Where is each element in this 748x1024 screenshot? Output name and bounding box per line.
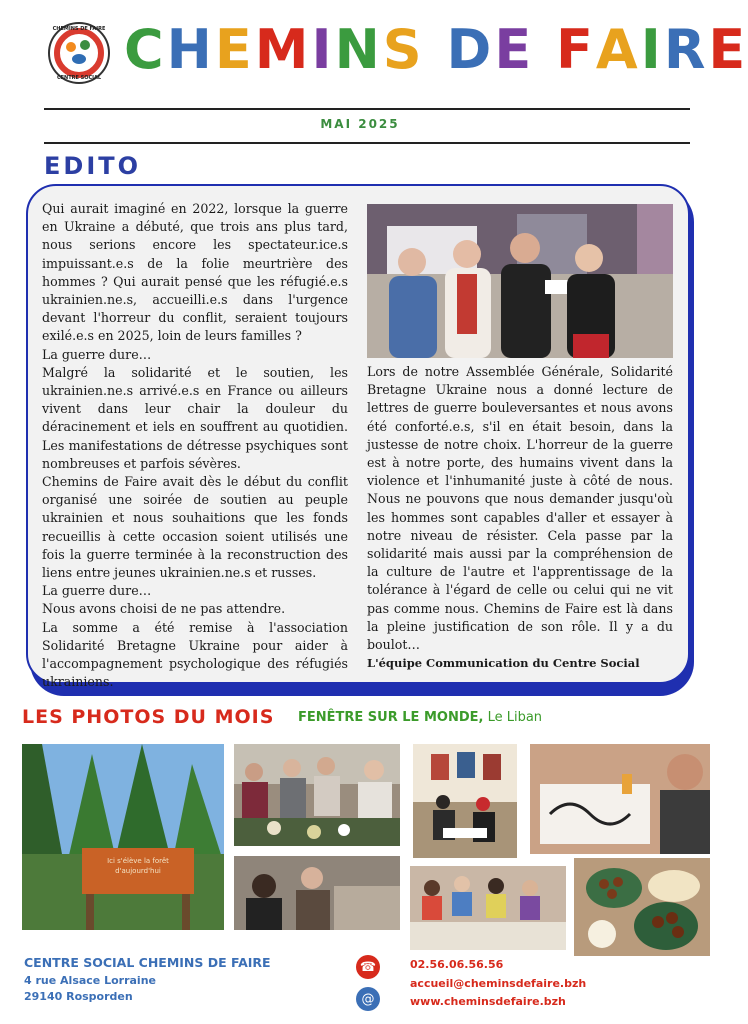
forest-sign-text (88, 856, 188, 876)
logo-figure-green (80, 40, 90, 50)
photo-calligraphy-illustration (530, 744, 710, 854)
edito-paragraph: Lors de notre Assemblée Générale, Solidarité Bretagne Ukraine nous a donné lecture de lettres de guerre bouleversantes et nous avons été conforté.e.s, s'il en était besoin, dans la justesse de notre choix. L'horreur de la guerre est à notre porte, des humains vivent dans la violence et l'inhumanité juste à côté de nous. Nous ne pouvons que nous demander jusqu'où les hommes sont capables d'aller et essayer à notre niveau de résister. Cela passe par la solidarité mais aussi par la compréhension de la culture de l'autre et l'apprentissage de la tolérance à l'égard de celle ou celui qui ne vit pas comme nous. Chemins de Faire est là dans la pleine justification de son rôle. Il y a du boulot… (367, 364, 673, 653)
footer-website[interactable]: www.cheminsdefaire.bzh (410, 995, 566, 1008)
photo-calligraphy (530, 744, 710, 854)
photo-lebanese-food (574, 858, 710, 956)
edito-paragraph: Malgré la solidarité et le soutien, les ukrainien.ne.s arrivé.e.s en France ou ailleurs vivent dans leur chair la douleur du déracinement et iels en souffrent au quotidien. Les manifestations de détresse psychiques sont nombreuses et parfois sévères. (42, 364, 348, 471)
footer-address (24, 955, 271, 1006)
photo-forest-illustration (22, 744, 224, 930)
header-divider-top (44, 108, 690, 110)
photo-children-activity (410, 866, 566, 950)
footer-phone[interactable]: 02.56.06.56.56 (410, 958, 504, 971)
header-divider-bottom (44, 142, 690, 144)
edito-paragraph: Qui aurait imaginé en 2022, lorsque la guerre en Ukraine a débuté, que trois ans plus tard, nous serions encore les spectateur.ice.s impuissant.e.s de la folie meurtrière des hommes ? Qui aurait pensé que les réfugié.e.s ukrainien.ne.s, accueilli.e.s dans l'urgence devant l'horreur du conflit, seraient toujours exilé.e.s en 2025, loin de leurs familles ? (42, 201, 348, 344)
photo-children-illustration (410, 866, 566, 950)
edito-paragraph: Chemins de Faire avait dès le début du conflit organisé une soirée de soutien au peuple ukrainien et nous souhaitions que les fonds recueillis à cette occasion soient utilisés une fois la guerre terminée à la reconstruction des liens entre jeunes ukrainien.ne.s et russes. (42, 474, 348, 581)
at-icon: @ (356, 987, 380, 1011)
logo-text-top: CHEMINS DE FAIRE (52, 26, 106, 32)
title-letter: C (124, 18, 167, 81)
photos-heading: LES PHOTOS DU MOIS (22, 706, 275, 728)
title-letter: R (663, 18, 709, 81)
issue-month: MAI 2025 (320, 117, 400, 131)
photos-subtitle-country: Le Liban (483, 710, 543, 725)
logo (48, 22, 110, 84)
edito-paragraph: Nous avons choisi de ne pas attendre. (42, 601, 286, 617)
title-letter: H (166, 18, 215, 81)
edito-photo-group (367, 204, 673, 358)
photo-food-illustration (574, 858, 710, 956)
logo-text-bottom: CENTRE SOCIAL (56, 75, 102, 81)
edito-column-left (42, 200, 348, 691)
edito-paragraph: La somme a été remise à l'association Solidarité Bretagne Ukraine pour aider à l'accompagnement psychologique des réfugiés ukrainiens. (42, 619, 348, 690)
photo-exhibition (413, 744, 517, 858)
photo-exhibition-illustration (413, 744, 517, 858)
edito-heading: EDITO (44, 152, 142, 180)
title-letter: E (494, 18, 535, 81)
edito-column-right (367, 363, 673, 654)
title-letter: F (556, 18, 596, 81)
title-letter: M (254, 18, 312, 81)
title-letter: D (446, 18, 495, 81)
photo-workshop-man (234, 856, 400, 930)
footer-city: 29140 Rosporden (24, 990, 133, 1003)
title-letter (425, 18, 447, 81)
forest-sign-line-1: Ici s'élève la forêt (107, 857, 169, 865)
photo-forest-sign (22, 744, 224, 930)
logo-ring (54, 28, 104, 78)
edito-paragraph: La guerre dure… (42, 583, 152, 599)
edito-signature: L'équipe Communication du Centre Social (367, 656, 640, 670)
phone-icon: ☎ (356, 955, 380, 979)
forest-sign-line-2: d'aujourd'hui (115, 867, 161, 875)
title-letter: E (708, 18, 748, 81)
photos-subtitle (298, 710, 542, 725)
photo-cooking-workshop (234, 744, 400, 846)
title-letter: N (334, 18, 383, 81)
footer-org-name: CENTRE SOCIAL CHEMINS DE FAIRE (24, 955, 271, 970)
title-letter: A (595, 18, 641, 81)
title-letter: I (311, 18, 335, 81)
title-letter (534, 18, 556, 81)
logo-figure-orange (66, 42, 76, 52)
edito-paragraph: La guerre dure… (42, 346, 152, 362)
footer-street: 4 rue Alsace Lorraine (24, 974, 156, 987)
edito-photo-illustration (367, 204, 673, 358)
photo-workshop-man-illustration (234, 856, 400, 930)
footer-email[interactable]: accueil@cheminsdefaire.bzh (410, 977, 587, 990)
newsletter-title (124, 18, 748, 88)
title-letter: E (214, 18, 255, 81)
title-letter: I (640, 18, 664, 81)
logo-figure-blue (72, 54, 86, 64)
title-letter: S (382, 18, 425, 81)
photo-cooking-illustration (234, 744, 400, 846)
photos-subtitle-bold: FENÊTRE SUR LE MONDE, (298, 710, 484, 725)
